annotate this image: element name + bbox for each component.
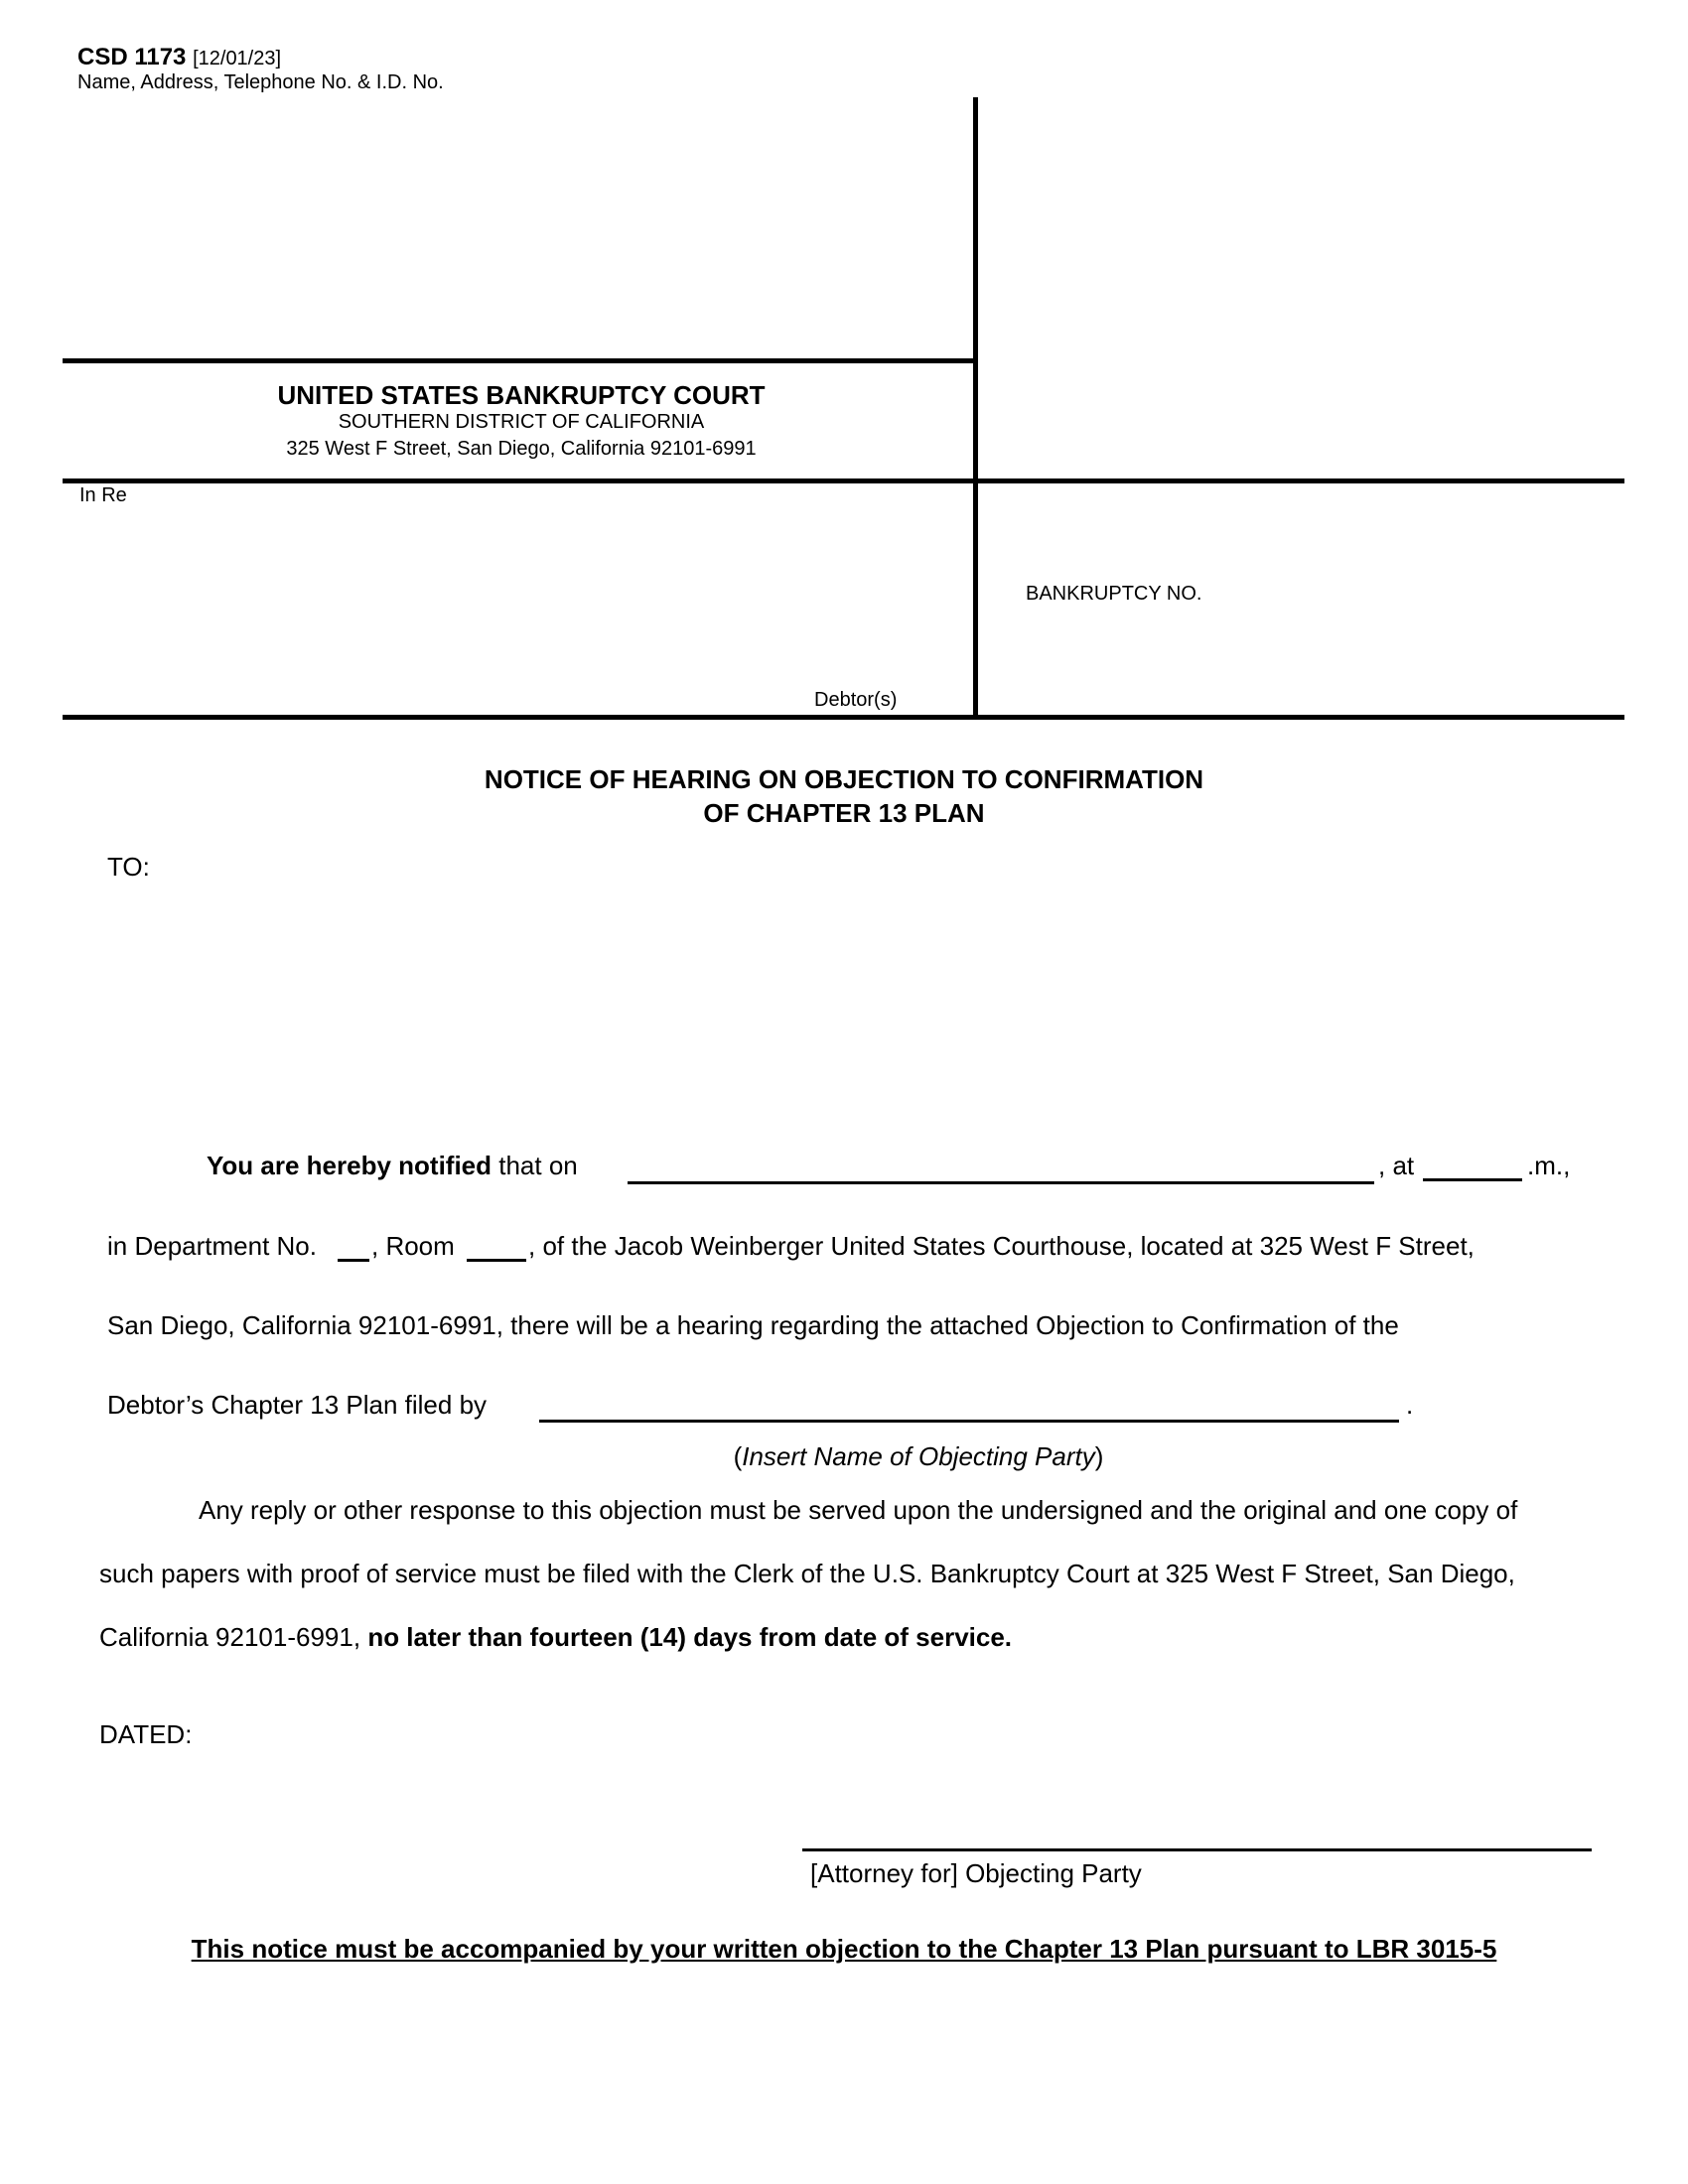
dept-prefix: in Department No. xyxy=(107,1231,317,1261)
insert-name-hint xyxy=(0,1441,1688,1472)
notice-title-line2: OF CHAPTER 13 PLAN xyxy=(703,798,985,828)
insert-open: ( xyxy=(733,1441,743,1471)
hearing-time-blank[interactable] xyxy=(1423,1178,1522,1181)
notified-lead: You are hereby notified xyxy=(207,1151,492,1180)
signature-line[interactable] xyxy=(802,1848,1592,1851)
footer-notice: This notice must be accompanied by your written objection to the Chapter 13 Plan pursuant to LBR 3015-5 xyxy=(191,1934,1497,1964)
dated-label: DATED: xyxy=(99,1719,193,1749)
department-blank[interactable] xyxy=(338,1259,369,1262)
court-name: UNITED STATES BANKRUPTCY COURT xyxy=(277,380,766,410)
insert-text: Insert Name of Objecting Party xyxy=(742,1441,1095,1471)
room-blank[interactable] xyxy=(467,1259,526,1262)
signature-label: [Attorney for] Objecting Party xyxy=(810,1858,1142,1888)
form-code: CSD 1173 xyxy=(77,44,187,70)
reply-deadline: no later than fourteen (14) days from date of service. xyxy=(367,1622,1013,1652)
debtors-label: Debtor(s) xyxy=(814,689,898,711)
hearing-date-blank[interactable] xyxy=(628,1181,1374,1184)
reply-line3-plain: California 92101-6991, xyxy=(99,1622,361,1652)
filed-by-period: . xyxy=(1406,1390,1414,1420)
filed-by-text: Debtor’s Chapter 13 Plan filed by xyxy=(107,1390,488,1420)
insert-close: ) xyxy=(1094,1441,1104,1471)
that-on: that on xyxy=(498,1151,578,1180)
form-code-line xyxy=(77,44,281,71)
hearing-location-line: San Diego, California 92101-6991, there will be a hearing regarding the attached Objection to Confirmation of the xyxy=(107,1310,1399,1340)
attorney-info-label: Name, Address, Telephone No. & I.D. No. xyxy=(77,71,444,93)
notified-bold xyxy=(207,1151,578,1181)
court-address: 325 West F Street, San Diego, California 92101-6991 xyxy=(286,438,757,460)
form-date: [12/01/23] xyxy=(193,48,282,69)
objecting-party-blank[interactable] xyxy=(539,1420,1399,1423)
in-re-label: In Re xyxy=(79,484,127,506)
to-label: TO: xyxy=(107,852,150,882)
dept-suffix: , of the Jacob Weinberger United States Courthouse, located at 325 West F Street, xyxy=(528,1231,1475,1261)
court-top-rule xyxy=(63,358,978,363)
caption-bottom-rule xyxy=(63,715,1624,720)
at-text: , at xyxy=(1378,1151,1415,1180)
am-pm-text: .m., xyxy=(1527,1151,1571,1180)
room-text: , Room xyxy=(371,1231,455,1261)
reply-line3 xyxy=(99,1622,1012,1653)
notice-title-line1: NOTICE OF HEARING ON OBJECTION TO CONFIRMATION xyxy=(484,764,1204,794)
caption-mid-rule xyxy=(63,478,1624,483)
bankruptcy-no-label: BANKRUPTCY NO. xyxy=(1026,583,1202,605)
reply-line1: Any reply or other response to this objection must be served upon the undersigned and the original and one copy of xyxy=(199,1495,1518,1525)
reply-line2: such papers with proof of service must be filed with the Clerk of the U.S. Bankruptcy Court at 325 West F Street, San Diego, xyxy=(99,1559,1515,1588)
court-district: SOUTHERN DISTRICT OF CALIFORNIA xyxy=(338,411,705,433)
